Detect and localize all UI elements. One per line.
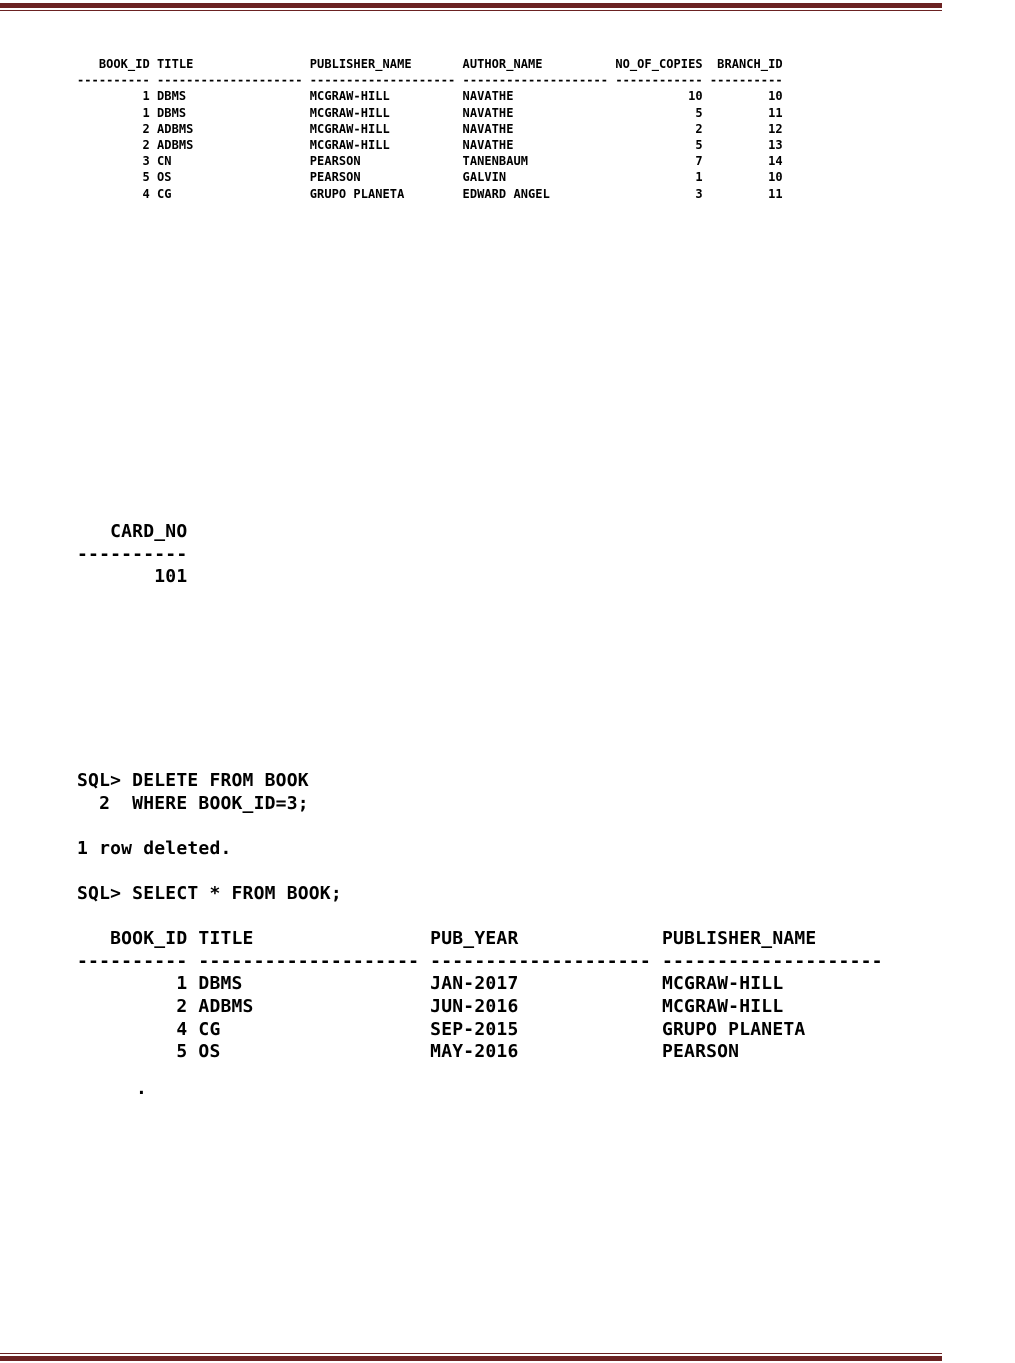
card-value: 101 — [77, 566, 188, 588]
table-separator: ---------- -------------------- -------------------- -------------------- — [77, 950, 883, 972]
table-separator: ---------- -------------------- -------------------- -------------------- ------------ ---------- — [77, 73, 783, 88]
table-row: 4 CG SEP-2015 GRUPO PLANETA — [77, 1018, 806, 1040]
table-header: BOOK_ID TITLE PUBLISHER_NAME AUTHOR_NAME NO_OF_COPIES BRANCH_ID — [77, 57, 783, 71]
book-copies-table — [77, 56, 783, 202]
table-row: 3 CN PEARSON TANENBAUM 7 14 — [77, 154, 783, 169]
table-row: 1 DBMS JAN-2017 MCGRAW-HILL — [77, 973, 784, 995]
card-no-result — [77, 521, 187, 589]
table-row: 1 DBMS MCGRAW-HILL NAVATHE 5 11 — [77, 105, 783, 120]
card-header: CARD_NO — [77, 521, 188, 542]
table-row: 5 OS MAY-2016 PEARSON — [77, 1041, 740, 1063]
table-header: BOOK_ID TITLE PUB_YEAR PUBLISHER_NAME — [77, 928, 817, 950]
sql-delete-line: SQL> DELETE FROM BOOK — [77, 770, 309, 791]
table-row: 2 ADBMS MCGRAW-HILL NAVATHE 2 12 — [77, 121, 783, 136]
sql-where-line: 2 WHERE BOOK_ID=3; — [77, 792, 309, 814]
sql-select-line: SQL> SELECT * FROM BOOK; — [77, 882, 342, 904]
table-row: 2 ADBMS JUN-2016 MCGRAW-HILL — [77, 995, 784, 1017]
table-row: 4 CG GRUPO PLANETA EDWARD ANGEL 3 11 — [77, 186, 783, 201]
table-row: 2 ADBMS MCGRAW-HILL NAVATHE 5 13 — [77, 138, 783, 153]
table-row: 5 OS PEARSON GALVIN 1 10 — [77, 170, 783, 185]
card-separator: ---------- — [77, 543, 188, 565]
sql-feedback: 1 row deleted. — [77, 837, 232, 859]
table-row: 1 DBMS MCGRAW-HILL NAVATHE 10 10 — [77, 89, 783, 104]
bottom-page-border — [0, 1353, 942, 1361]
sql-session — [77, 770, 883, 1064]
top-page-border — [0, 3, 942, 11]
stray-dot: . — [136, 1078, 147, 1099]
